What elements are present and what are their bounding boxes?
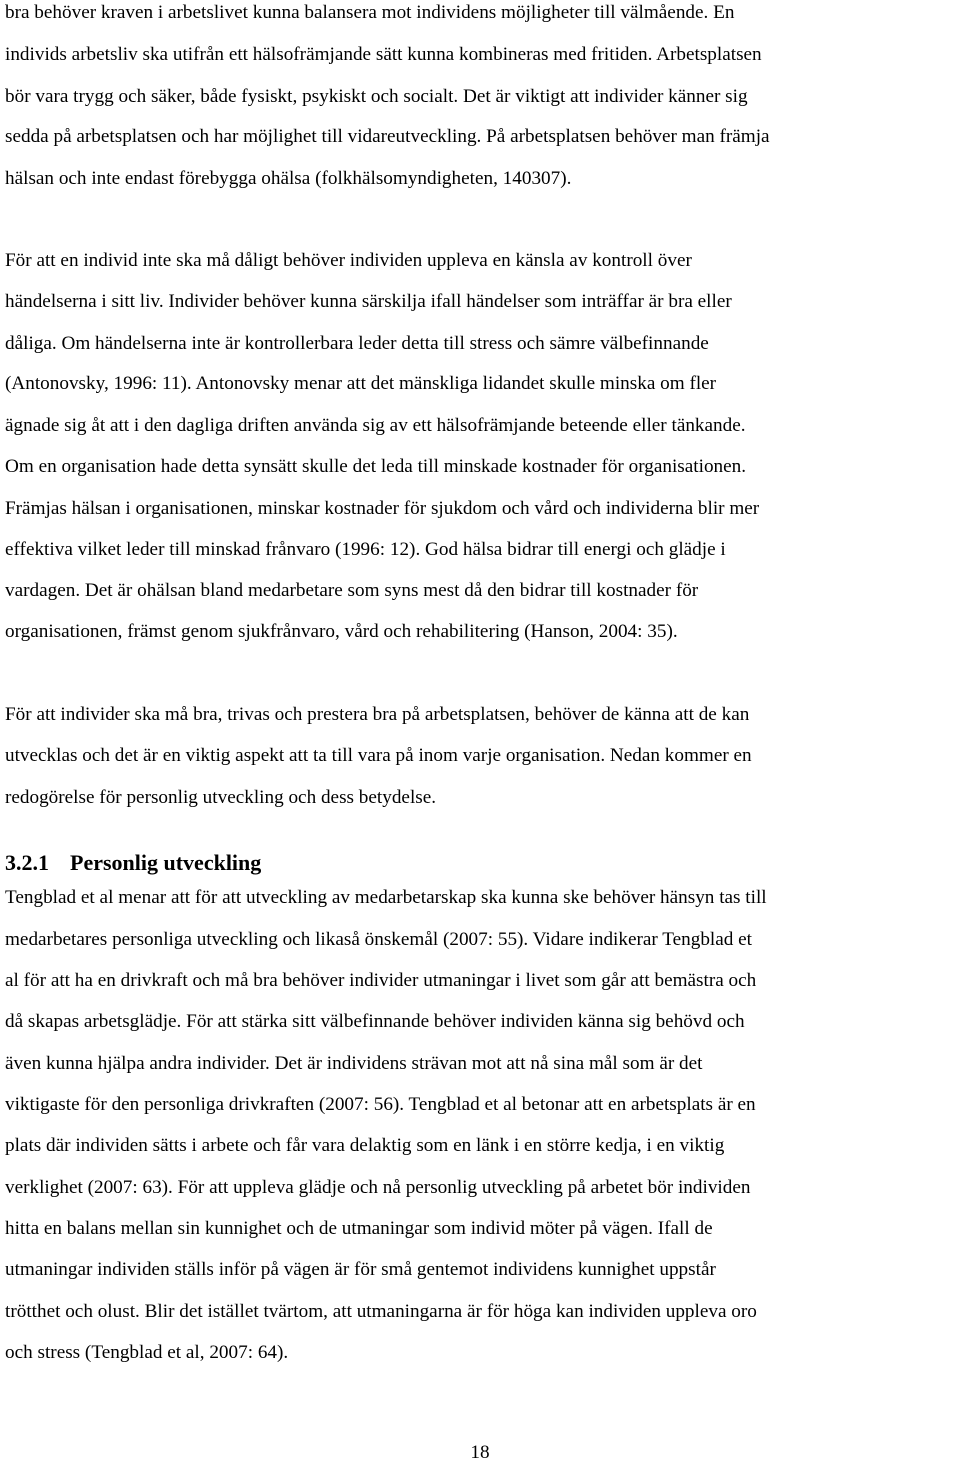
text-line: sedda på arbetsplatsen och har möjlighet till vidareutveckling. På arbetsplatsen behöver man främja bbox=[5, 126, 770, 147]
text-line: händelserna i sitt liv. Individer behöver kunna särskilja ifall händelser som inträffar är bra eller bbox=[5, 291, 732, 312]
text-line: vardagen. Det är ohälsan bland medarbetare som syns mest då den bidrar till kostnader för bbox=[5, 580, 699, 601]
text-line: Om en organisation hade detta synsätt skulle det leda till minskade kostnader för organisationen. bbox=[5, 456, 747, 477]
text-line: organisationen, främst genom sjukfrånvaro, vård och rehabilitering (Hanson, 2004: 35). bbox=[5, 621, 678, 642]
text-line: hälsan och inte endast förebygga ohälsa (folkhälsomyndigheten, 140307). bbox=[5, 168, 572, 189]
text-line: ägnade sig åt att i den dagliga driften använda sig av ett hälsofrämjande beteende eller tänkande. bbox=[5, 415, 746, 436]
text-line: då skapas arbetsglädje. För att stärka sitt välbefinnande behöver individen känna sig behövd och bbox=[5, 1011, 745, 1032]
page-number: 18 bbox=[470, 1442, 490, 1463]
text-line: bör vara trygg och säker, både fysiskt, psykiskt och socialt. Det är viktigt att individer känner sig bbox=[5, 86, 748, 107]
section-title: Personlig utveckling bbox=[70, 850, 262, 875]
text-line: För att individer ska må bra, trivas och prestera bra på arbetsplatsen, behöver de känna att de kan bbox=[5, 704, 750, 725]
text-line: dåliga. Om händelserna inte är kontrollerbara leder detta till stress och sämre välbefinnande bbox=[5, 333, 709, 354]
text-line: verklighet (2007: 63). För att uppleva glädje och nå personlig utveckling på arbetet bör individen bbox=[5, 1177, 751, 1198]
text-line: effektiva vilket leder till minskad frånvaro (1996: 12). God hälsa bidrar till energi och glädje i bbox=[5, 539, 726, 560]
text-line: viktigaste för den personliga drivkraften (2007: 56). Tengblad et al betonar att en arbetsplats är en bbox=[5, 1094, 756, 1115]
text-line: och stress (Tengblad et al, 2007: 64). bbox=[5, 1342, 289, 1363]
text-line: (Antonovsky, 1996: 11). Antonovsky menar att det mänskliga lidandet skulle minska om fler bbox=[5, 373, 717, 394]
text-line: För att en individ inte ska må dåligt behöver individen uppleva en känsla av kontroll över bbox=[5, 250, 692, 271]
text-line: Främjas hälsan i organisationen, minskar kostnader för sjukdom och vård och individerna blir mer bbox=[5, 498, 760, 519]
text-line: bra behöver kraven i arbetslivet kunna balansera mot individens möjligheter till välmående. En bbox=[5, 2, 735, 23]
text-line: al för att ha en drivkraft och må bra behöver individer utmaningar i livet som går att bemästra och bbox=[5, 970, 757, 991]
section-heading bbox=[5, 850, 261, 876]
text-line: utvecklas och det är en viktig aspekt att ta till vara på inom varje organisation. Nedan kommer en bbox=[5, 745, 752, 766]
text-line: plats där individen sätts i arbete och får vara delaktig som en länk i en större kedja, i en viktig bbox=[5, 1135, 725, 1156]
text-line: medarbetares personliga utveckling och likaså önskemål (2007: 55). Vidare indikerar Tengblad et bbox=[5, 929, 752, 950]
text-line: redogörelse för personlig utveckling och dess betydelse. bbox=[5, 787, 437, 808]
text-line: trötthet och olust. Blir det istället tvärtom, att utmaningarna är för höga kan individen uppleva oro bbox=[5, 1301, 757, 1322]
text-line: Tengblad et al menar att för att utveckling av medarbetarskap ska kunna ske behöver hänsyn tas till bbox=[5, 887, 767, 908]
section-number: 3.2.1 bbox=[5, 850, 49, 875]
text-line: hitta en balans mellan sin kunnighet och de utmaningar som individ möter på vägen. Ifall de bbox=[5, 1218, 713, 1239]
text-line: även kunna hjälpa andra individer. Det är individens strävan mot att nå sina mål som är det bbox=[5, 1053, 703, 1074]
text-line: individs arbetsliv ska utifrån ett hälsofrämjande sätt kunna kombineras med fritiden. Arbetsplatsen bbox=[5, 44, 762, 65]
text-line: utmaningar individen ställs inför på vägen är för små gentemot individens kunnighet uppstår bbox=[5, 1259, 716, 1280]
